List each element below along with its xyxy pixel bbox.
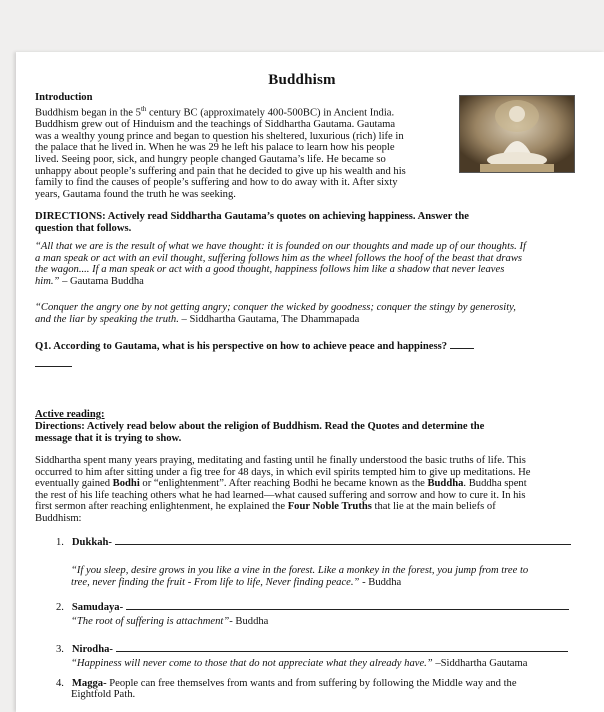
truth-3-blank[interactable] xyxy=(116,642,568,652)
truth-item-3: 3. Nirodha- xyxy=(56,642,568,656)
page-title: Buddhism xyxy=(268,72,336,88)
truth-3-quote: “Happiness will never come to those that do not appreciate what they already have.” –Siddhartha Gautama xyxy=(71,658,528,669)
intro-line: lived. Seeing poor, sick, and hungry people changed Gautama’s life. He became so xyxy=(35,153,386,165)
buddha-image xyxy=(459,95,575,173)
intro-line: unhappy about people’s suffering and pain that he decided to give up his wealth and his xyxy=(35,165,406,177)
truth-2-blank[interactable] xyxy=(126,600,569,610)
intro-line: Buddhism grew out of Hinduism and the teachings of Siddhartha Gautama. Gautama xyxy=(35,119,396,131)
intro-heading: Introduction xyxy=(35,92,93,103)
truth-2-quote: “The root of suffering is attachment”- Buddha xyxy=(71,616,269,627)
truth-1-blank[interactable] xyxy=(115,535,571,545)
quote-conquer: “Conquer the angry one by not getting angry; conquer the wicked by goodness; conquer the stingy by generosity, and the liar by speaking the truth. – Siddhartha Gautama, The Dhammapada xyxy=(35,302,516,325)
quote-thought: “All that we are is the result of what we have thought: it is founded on our thoughts and made up of our thoughts. If a man speak or act with an evil thought, suffering follows him as the wheel follows the hoof of the beast that draws the wagon.... If a man speak or act with a good thought, happiness follows him like a shadow that never leaves him.” – Gautama Buddha xyxy=(35,241,526,287)
question-1: Q1. According to Gautama, what is his perspective on how to achieve peace and happiness? xyxy=(35,339,474,353)
active-reading-heading: Active reading: xyxy=(35,409,105,420)
intro-line: the palace that he lived in. When he was 29 he left his palace to learn how his people xyxy=(35,142,395,154)
intro-line: family to find the causes of people’s suffering and how to do away with it. After sixty xyxy=(35,177,398,189)
directions-quotes: DIRECTIONS: Actively read Siddhartha Gautama’s quotes on achieving happiness. Answer the question that follows. xyxy=(35,211,469,234)
intro-line: years, Gautama found the truth he was seeking. xyxy=(35,188,236,200)
intro-text xyxy=(35,104,455,200)
truth-item-1: 1. Dukkah- xyxy=(56,535,571,549)
body-paragraph: Siddhartha spent many years praying, meditating and fasting until he finally understood the basic truths of life. This occurred to him after sitting under a fig tree for 48 days, in which evil spirits tempted him to give up meditations. He eventually gained Bodhi or “enlightenment”. After reaching Bodhi he became known as the Buddha. Buddha spent the rest of his life teaching others what he had learned—what caused suffering and sorrow and how to cure it. In his first sermon after reaching enlightenment, he explained the Four Noble Truths that lie at the main beliefs of Buddhism: xyxy=(35,455,531,524)
intro-line: Buddhism began in the 5th century BC (approximately 400-500BC) in Ancient India. xyxy=(35,105,395,119)
answer-line[interactable] xyxy=(35,366,72,367)
truth-item-4: 4. Magga- People can free themselves from wants and from suffering by following the Middle way and the xyxy=(56,678,517,689)
active-reading-directions: Directions: Actively read below about the religion of Buddhism. Read the Quotes and determine the message that it is trying to show. xyxy=(35,421,485,444)
truth-1-quote: “If you sleep, desire grows in you like a vine in the forest. Like a monkey in the forest, you jump from tree to tree, never finding the fruit - From life to life, Never finding peace.” - Buddha xyxy=(71,565,529,588)
answer-blank[interactable] xyxy=(450,339,474,349)
truth-4-text2: Eightfold Path. xyxy=(71,689,136,700)
intro-line: was a wealthy young prince and began to question his sheltered, luxurious (rich) life in xyxy=(35,130,404,142)
truth-item-2: 2. Samudaya- xyxy=(56,600,569,614)
buddha-statue-icon xyxy=(460,96,574,172)
